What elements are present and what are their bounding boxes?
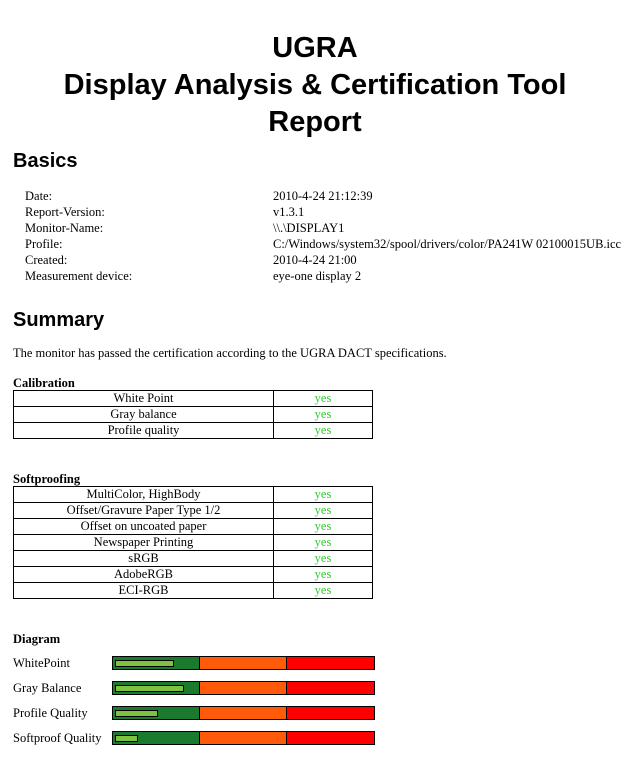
basics-row-created xyxy=(25,252,625,268)
calibration-label: Calibration xyxy=(13,376,75,390)
diagram-row-whitepoint xyxy=(13,656,630,670)
basics-value: eye-one display 2 xyxy=(273,269,362,283)
table-row xyxy=(14,407,373,423)
basics-label: Profile: xyxy=(25,237,63,251)
table-row xyxy=(14,391,373,407)
basics-row-profile xyxy=(25,236,625,252)
check-name: Offset on uncoated paper xyxy=(14,519,274,535)
quality-bar xyxy=(112,706,375,720)
quality-level-fill xyxy=(115,660,174,667)
diagram-row-softproof-quality xyxy=(13,731,630,745)
quality-level-fill xyxy=(115,685,184,692)
bar-zone-bad xyxy=(287,707,374,719)
diagram-row-label: Profile Quality xyxy=(13,706,88,720)
check-name: Offset/Gravure Paper Type 1/2 xyxy=(14,503,274,519)
bar-zone-warn xyxy=(200,732,287,744)
check-result: yes xyxy=(274,567,373,583)
check-result: yes xyxy=(274,583,373,599)
table-row xyxy=(14,551,373,567)
title-line-1: UGRA xyxy=(272,32,358,64)
table-row xyxy=(14,535,373,551)
check-name: ECI-RGB xyxy=(14,583,274,599)
basics-section xyxy=(25,188,625,284)
quality-bar xyxy=(112,656,375,670)
calibration-table xyxy=(13,390,373,439)
quality-bar xyxy=(112,681,375,695)
check-name: AdobeRGB xyxy=(14,567,274,583)
basics-value: v1.3.1 xyxy=(273,205,305,219)
summary-text: The monitor has passed the certification according to the UGRA DACT specifications. xyxy=(13,346,447,360)
basics-value: 2010-4-24 21:12:39 xyxy=(273,189,373,203)
check-name: White Point xyxy=(14,391,274,407)
basics-value: 2010-4-24 21:00 xyxy=(273,253,357,267)
table-row xyxy=(14,583,373,599)
table-row xyxy=(14,423,373,439)
check-result: yes xyxy=(274,391,373,407)
title-line-3: Report xyxy=(268,106,362,138)
basics-value: \\.\DISPLAY1 xyxy=(273,221,345,235)
basics-label: Report-Version: xyxy=(25,205,105,219)
basics-label: Date: xyxy=(25,189,53,203)
softproofing-table xyxy=(13,486,373,599)
bar-zone-bad xyxy=(287,732,374,744)
diagram-row-label: Softproof Quality xyxy=(13,731,102,745)
table-row xyxy=(14,487,373,503)
check-result: yes xyxy=(274,551,373,567)
check-result: yes xyxy=(274,503,373,519)
check-result: yes xyxy=(274,423,373,439)
quality-bar xyxy=(112,731,375,745)
check-result: yes xyxy=(274,535,373,551)
table-row xyxy=(14,519,373,535)
basics-row-report-version xyxy=(25,204,625,220)
basics-row-date xyxy=(25,188,625,204)
bar-zone-bad xyxy=(287,682,374,694)
report-title xyxy=(0,30,630,141)
check-result: yes xyxy=(274,487,373,503)
quality-level-fill xyxy=(115,735,138,742)
quality-level-fill xyxy=(115,710,158,717)
basics-row-monitor-name xyxy=(25,220,625,236)
check-result: yes xyxy=(274,407,373,423)
check-name: Profile quality xyxy=(14,423,274,439)
softproofing-label: Softproofing xyxy=(13,472,81,486)
check-name: Newspaper Printing xyxy=(14,535,274,551)
table-row xyxy=(14,567,373,583)
check-result: yes xyxy=(274,519,373,535)
basics-value: C:/Windows/system32/spool/drivers/color/PA241W 02100015UB.icc xyxy=(273,237,622,251)
basics-label: Created: xyxy=(25,253,68,267)
diagram-row-profile-quality xyxy=(13,706,630,720)
diagram-row-label: WhitePoint xyxy=(13,656,70,670)
check-name: Gray balance xyxy=(14,407,274,423)
diagram-row-label: Gray Balance xyxy=(13,681,82,695)
bar-zone-warn xyxy=(200,707,287,719)
bar-zone-bad xyxy=(287,657,374,669)
check-name: sRGB xyxy=(14,551,274,567)
basics-label: Monitor-Name: xyxy=(25,221,104,235)
bar-zone-warn xyxy=(200,657,287,669)
check-name: MultiColor, HighBody xyxy=(14,487,274,503)
table-row xyxy=(14,503,373,519)
diagram-label: Diagram xyxy=(13,632,61,646)
basics-label: Measurement device: xyxy=(25,269,133,283)
diagram-row-gray-balance xyxy=(13,681,630,695)
title-line-2: Display Analysis & Certification Tool xyxy=(63,69,567,101)
bar-zone-warn xyxy=(200,682,287,694)
summary-heading: Summary xyxy=(13,309,105,331)
basics-row-measurement-device xyxy=(25,268,625,284)
basics-heading: Basics xyxy=(13,150,78,172)
